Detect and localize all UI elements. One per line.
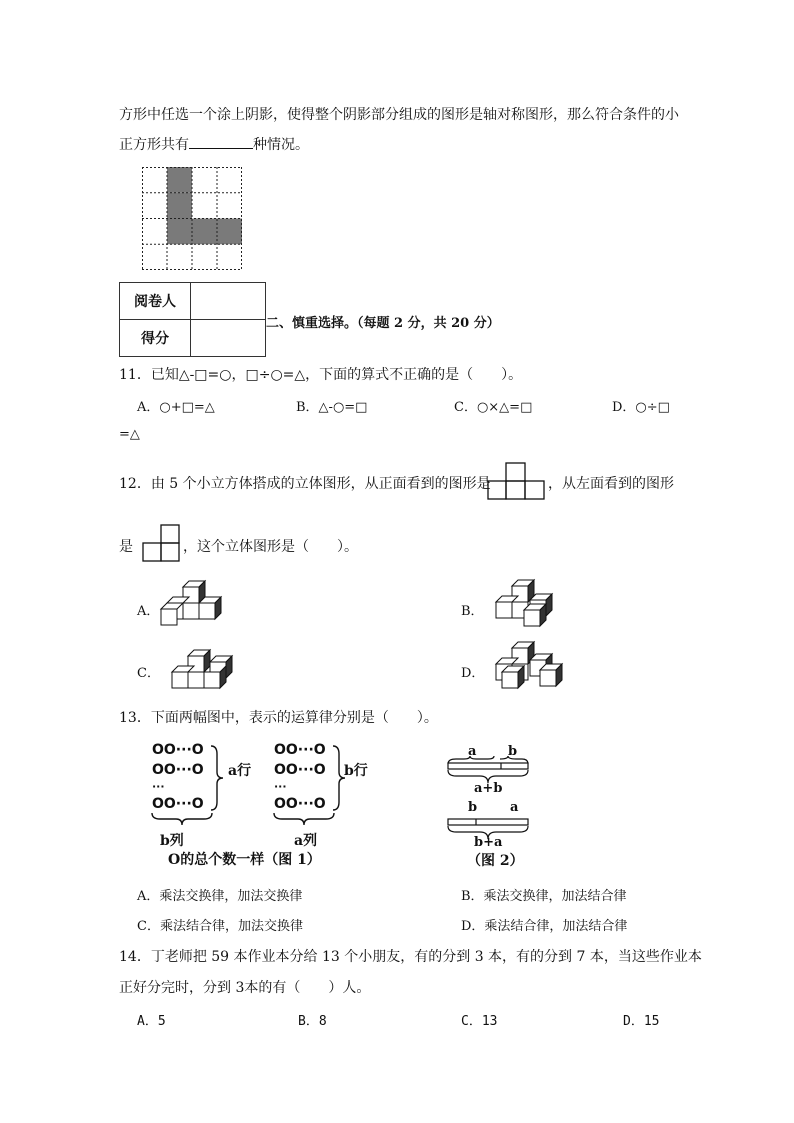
q14-option-d[interactable]: D．15 [623, 1014, 660, 1029]
fig1-brace-right-a [210, 744, 224, 812]
q11-option-b[interactable]: B．△-○=□ [296, 400, 368, 415]
answer-blank[interactable] [189, 134, 253, 149]
fig2-label-b-bottom: b [468, 800, 478, 815]
reviewer-cell[interactable] [191, 283, 266, 320]
section-title: 二、慎重选择。（每题 2 分，共 20 分） [266, 316, 500, 331]
q14-line1: 14．丁老师把 59 本作业本分给 13 个小朋友，有的分到 3 本，有的分到 7 本，当这些作业本 [119, 949, 702, 965]
q11-stem: 11．已知△-□=○，□÷○=△，下面的算式不正确的是（ ）。 [119, 367, 523, 383]
reviewer-label: 阅卷人 [120, 283, 191, 320]
cube-figure-d [490, 638, 562, 692]
q12-stem-c: 是 [119, 539, 133, 555]
q13-option-d[interactable]: D．乘法结合律，加法结合律 [461, 919, 628, 934]
fig1-a-cols: a列 [294, 833, 318, 849]
cube-figure-b [490, 578, 558, 630]
fig2-label-a-top: a [468, 744, 477, 759]
q11-option-d-tail: =△ [119, 427, 140, 442]
shaded-cell [167, 219, 192, 245]
fig1-dots: ··· [152, 780, 165, 793]
q13-option-a[interactable]: A．乘法交换律，加法交换律 [137, 889, 303, 904]
q12-stem-b: ，从左面看到的图形 [548, 476, 674, 492]
q14-line2: 正好分完时，分到 3本的有（ ）人。 [119, 980, 371, 996]
q10-line2 [119, 134, 309, 154]
fig1-b-cols: b列 [160, 833, 184, 849]
fig1-row: OO···O [152, 762, 204, 778]
q12-option-c[interactable]: C． [137, 666, 160, 681]
q12-stem-a: 12．由 5 个小立方体搭成的立体图形，从正面看到的图形是 [119, 476, 491, 492]
fig2-sum-b-plus-a: b+a [474, 835, 503, 850]
fig1-brace-bottom-a [272, 812, 336, 826]
left-view-figure [142, 524, 180, 562]
shaded-cell [167, 193, 192, 219]
q13-option-b[interactable]: B．乘法交换律，加法结合律 [461, 889, 627, 904]
fig1-caption: O的总个数一样（图 1） [168, 852, 321, 868]
fig2-label-a-bottom: a [510, 800, 519, 815]
q10-line2-pre: 正方形共有 [119, 137, 189, 153]
fig1-a-rows: a行 [228, 763, 252, 779]
q14-option-a[interactable]: A．5 [137, 1014, 166, 1029]
shaded-cell [217, 219, 242, 245]
q11-option-a[interactable]: A．○+□=△ [137, 400, 215, 415]
fig1-dots: ··· [274, 780, 287, 793]
q11-option-c[interactable]: C．○×△=□ [454, 400, 533, 415]
q12-stem-d: ，这个立体图形是（ ）。 [183, 539, 358, 555]
fig2-caption: （图 2） [467, 853, 524, 869]
cube-figure-c [166, 644, 240, 690]
q13-option-c[interactable]: C．乘法结合律，加法交换律 [137, 919, 303, 934]
q13-stem: 13．下面两幅图中，表示的运算律分别是（ ）。 [119, 710, 438, 726]
fig1-row: OO···O [152, 742, 204, 758]
fig1-right-array [274, 740, 326, 814]
shaded-cell [192, 219, 217, 245]
grid-figure [142, 167, 242, 270]
q12-option-b[interactable]: B． [461, 604, 484, 619]
fig1-row: OO···O [274, 762, 326, 778]
fig1-row: OO···O [274, 796, 326, 812]
q12-option-d[interactable]: D． [461, 666, 485, 681]
q12-option-a[interactable]: A． [137, 604, 160, 619]
fig1-row: OO···O [274, 742, 326, 758]
fig1-brace-bottom-b [150, 812, 214, 826]
fig1-row: OO···O [152, 796, 204, 812]
q14-option-b[interactable]: B．8 [298, 1014, 327, 1029]
q10-line2-post: 种情况。 [253, 137, 309, 153]
q10-line1: 方形中任选一个涂上阴影，使得整个阴影部分组成的图形是轴对称图形，那么符合条件的小 [119, 107, 679, 123]
q11-option-d[interactable]: D．○÷□ [612, 400, 670, 415]
fig1-b-rows: b行 [344, 763, 368, 779]
q14-option-c[interactable]: C．13 [461, 1014, 498, 1029]
cube-figure-a [160, 578, 234, 628]
shaded-cell [167, 167, 192, 193]
score-table [119, 282, 266, 357]
front-view-figure [487, 462, 545, 500]
fig2-sum-a-plus-b: a+b [474, 781, 503, 796]
fig2-label-b-top: b [508, 744, 518, 759]
score-cell[interactable] [191, 320, 266, 357]
score-label: 得分 [120, 320, 191, 357]
fig1-left-array [152, 740, 204, 814]
